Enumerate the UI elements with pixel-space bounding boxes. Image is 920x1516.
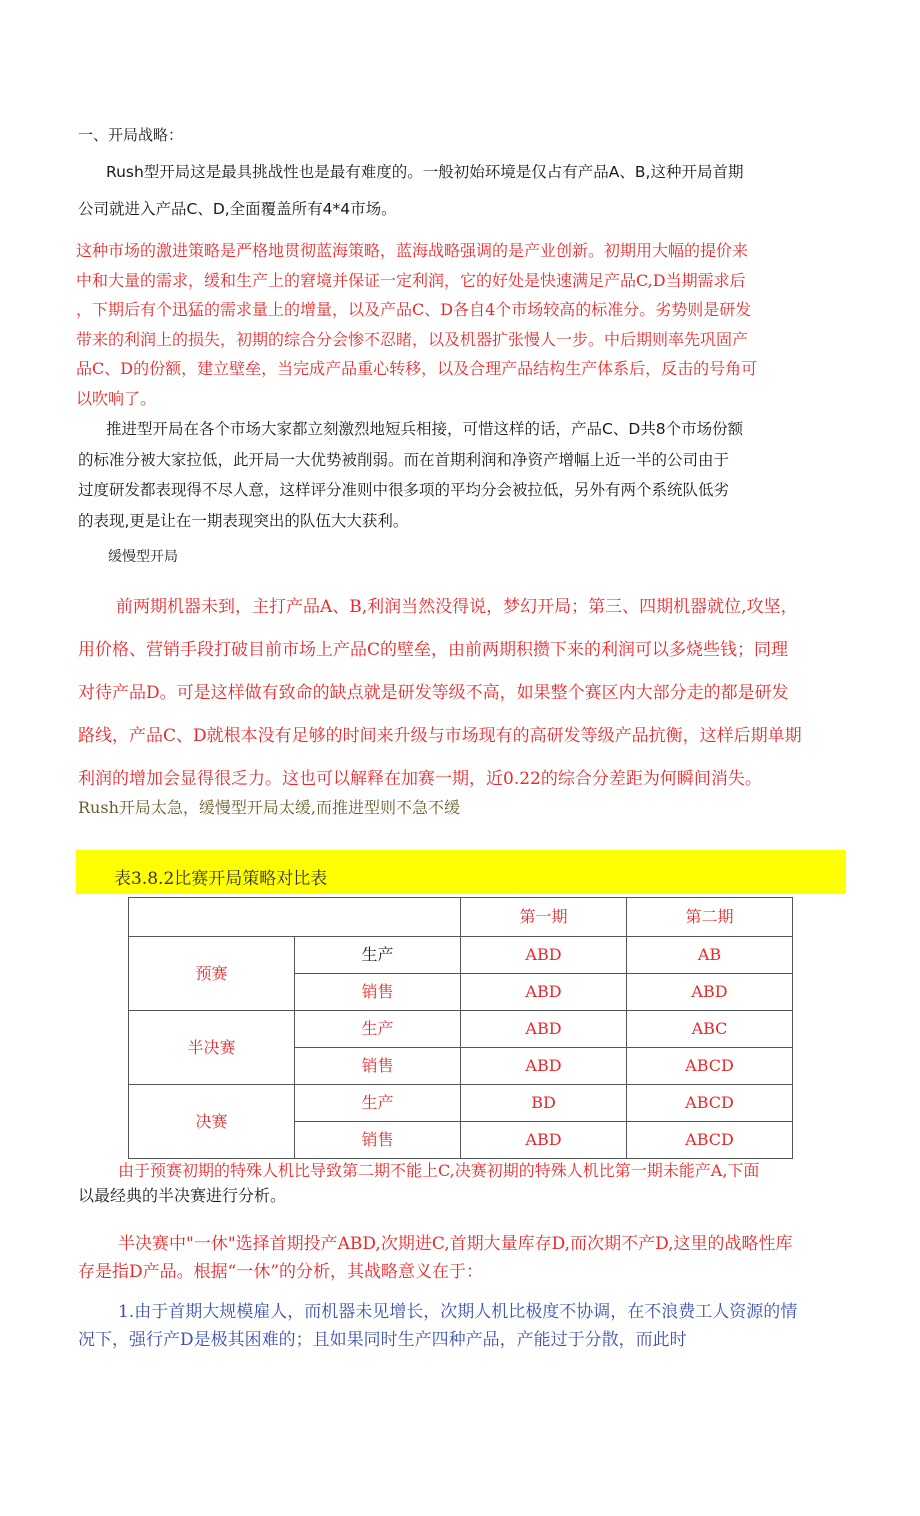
section-heading: 一、开局战略： (78, 126, 184, 144)
slow-line: 用价格、营销手段打破目前市场上产品C的壁垒，由前两期积攒下来的利润可以多烧些钱；同理 (78, 640, 789, 660)
table-header-row (129, 898, 793, 937)
value-cell: AB (627, 937, 793, 974)
action-cell: 销售 (295, 974, 461, 1011)
point-1-line-1: 1.由于首期大规模雇人，而机器未见增长，次期人机比极度不协调，在不浪费工人资源的情 (118, 1302, 798, 1322)
value-cell: ABD (461, 974, 627, 1011)
aggressive-line: 这种市场的激进策略是严格地贯彻蓝海策略，蓝海战略强调的是产业创新。初期用大幅的提价来 (76, 241, 749, 260)
push-line: 过度研发都表现得不尽人意，这样评分准则中很多项的平均分会被拉低，另外有两个系统队低劣 (78, 481, 730, 499)
slow-line: 前两期机器未到，主打产品A、B,利润当然没得说，梦幻开局；第三、四期机器就位,攻坚， (116, 597, 798, 617)
push-line: 推进型开局在各个市场大家都立刻激烈地短兵相接，可惜这样的话，产品C、D共8个市场份额 (106, 420, 744, 438)
aggressive-para (76, 236, 856, 413)
value-cell: ABCD (627, 1048, 793, 1085)
aggressive-line: 中和大量的需求，缓和生产上的窘境并保证一定利润，它的好处是快速满足产品C,D当期需求后 (76, 270, 746, 290)
summary-line: Rush开局太急，缓慢型开局太缓,而推进型则不急不缓 (78, 798, 460, 817)
value-cell: ABD (461, 1122, 627, 1159)
aggressive-line: 以吹响了。 (76, 388, 157, 408)
table-corner-cell (129, 898, 461, 937)
after-table-line-2: 以最经典的半决赛进行分析。 (78, 1186, 287, 1205)
slow-line: 利润的增加会显得很乏力。这也可以解释在加赛一期，近0.22的综合分差距为何瞬间消失。 (78, 769, 762, 789)
action-cell: 生产 (295, 937, 461, 974)
action-cell: 销售 (295, 1048, 461, 1085)
point-1-line-2: 况下，强行产D是极其困难的；且如果同时生产四种产品，产能过于分散，而此时 (78, 1330, 687, 1350)
aggressive-line: 品C、D的份额，建立壁垒，当完成产品重心转移，以及合理产品结构生产体系后，反击的号角可 (76, 359, 758, 378)
slow-line: 路线，产品C、D就根本没有足够的时间来升级与市场现有的高研发等级产品抗衡，这样后期单期 (78, 726, 802, 746)
table-row (129, 1011, 793, 1048)
aggressive-line: ，下期后有个迅猛的需求量上的增量，以及产品C、D各自4个市场较高的标准分。劣势则是研发 (76, 300, 752, 319)
action-cell: 销售 (295, 1122, 461, 1159)
stage-semifinal: 半决赛 (129, 1011, 295, 1085)
slow-heading: 缓慢型开局 (108, 549, 178, 565)
value-cell: ABD (461, 937, 627, 974)
stage-final: 决赛 (129, 1085, 295, 1159)
action-cell: 生产 (295, 1085, 461, 1122)
table-caption: 表3.8.2比赛开局策略对比表 (114, 869, 328, 889)
action-cell: 生产 (295, 1011, 461, 1048)
slow-para (78, 586, 802, 801)
stage-prelim: 预赛 (129, 937, 295, 1011)
table-row (129, 937, 793, 974)
semi-para-line-2: 存是指D产品。根据“一休”的分析，其战略意义在于： (78, 1262, 484, 1282)
push-line: 的表现,更是让在一期表现突出的队伍大大获利。 (78, 511, 409, 530)
value-cell: ABCD (627, 1085, 793, 1122)
after-table-line-1: 由于预赛初期的特殊人机比导致第二期不能上C,决赛初期的特殊人机比第一期未能产A,下面 (118, 1161, 760, 1180)
push-para (78, 414, 743, 536)
value-cell: ABD (627, 974, 793, 1011)
rush-para-line-2: 公司就进入产品C、D,全面覆盖所有4*4市场。 (78, 200, 397, 218)
aggressive-line: 带来的利润上的损失，初期的综合分会惨不忍睹，以及机器扩张慢人一步。中后期则率先巩固产 (76, 329, 749, 349)
table-row (129, 1085, 793, 1122)
semi-para-line-1: 半决赛中"一休"选择首期投产ABD,次期进C,首期大量库存D,而次期不产D,这里的战略性库 (118, 1234, 793, 1254)
header-period-2: 第二期 (627, 898, 793, 937)
slow-line: 对待产品D。可是这样做有致命的缺点就是研发等级不高，如果整个赛区内大部分走的都是研发 (78, 683, 789, 703)
value-cell: ABD (461, 1011, 627, 1048)
value-cell: ABD (461, 1048, 627, 1085)
value-cell: ABCD (627, 1122, 793, 1159)
header-period-1: 第一期 (461, 898, 627, 937)
value-cell: BD (461, 1085, 627, 1122)
value-cell: ABC (627, 1011, 793, 1048)
strategy-comparison-table (128, 897, 793, 1159)
push-line: 的标准分被大家拉低，此开局一大优势被削弱。而在首期利润和净资产增幅上近一半的公司由于 (78, 450, 730, 469)
rush-para-line-1: Rush型开局这是最具挑战性也是最有难度的。一般初始环境是仅占有产品A、B,这种开局首期 (106, 163, 744, 181)
